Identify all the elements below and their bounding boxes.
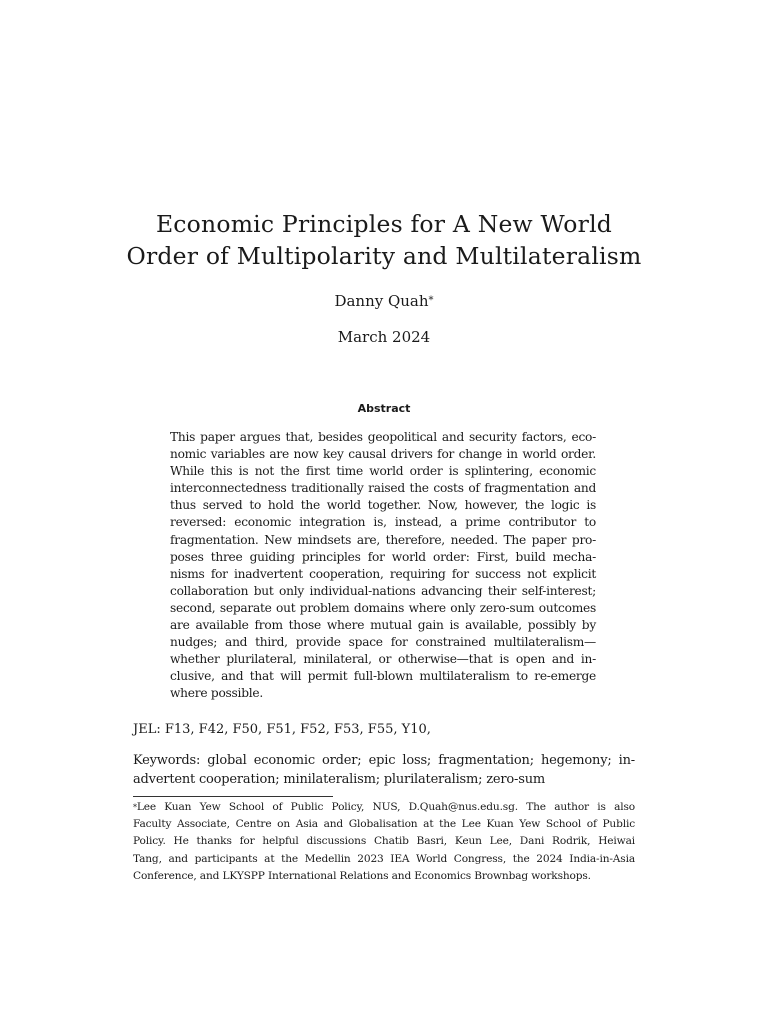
abstract-line: are available from those where mutual gain is available, possibly by [170, 618, 596, 633]
abstract-line: reversed: economic integration is, instead, a prime contributor to [170, 515, 596, 530]
abstract-line: nisms for inadvertent cooperation, requiring for success not explicit [170, 566, 596, 581]
abstract-line: whether plurilateral, minilateral, or otherwise—that is open and in- [170, 652, 596, 667]
footnote-line: Policy. He thanks for helpful discussions Chatib Basri, Keun Lee, Dani Rodrik, Heiwai [133, 835, 635, 848]
abstract-line: nomic variables are now key causal drivers for change in world order. [170, 447, 596, 462]
keywords-line: advertent cooperation; minilateralism; plurilateralism; zero-sum [133, 772, 545, 787]
author-footnote [133, 799, 635, 885]
footnote-line: Tang, and participants at the Medellin 2023 IEA World Congress, the 2024 India-in-Asia [133, 852, 635, 865]
jel-codes: JEL: F13, F42, F50, F51, F52, F53, F55, Y10, [133, 722, 431, 737]
abstract-line: While this is not the first time world order is splintering, economic [170, 464, 596, 479]
abstract-line: poses three guiding principles for world order: First, build mecha- [170, 549, 596, 564]
abstract-line: clusive, and that will permit full-blown multilateralism to re-emerge [170, 669, 596, 684]
footnote-line: Conference, and LKYSPP International Relations and Economics Brownbag workshops. [133, 869, 591, 882]
title-line: Order of Multipolarity and Multilateralism [126, 242, 642, 270]
abstract-line: nudges; and third, provide space for constrained multilateralism— [170, 635, 596, 650]
abstract-line: This paper argues that, besides geopolitical and security factors, eco- [170, 430, 596, 444]
abstract-line: where possible. [170, 686, 263, 701]
abstract-line: thus served to hold the world together. Now, however, the logic is [170, 498, 596, 513]
footnote-rule [133, 796, 333, 797]
footnote-line [133, 799, 635, 816]
footnote-mark: * [133, 803, 137, 812]
author-footnote-mark: * [428, 295, 434, 306]
abstract-line: interconnectedness traditionally raised the costs of fragmentation and [170, 481, 596, 496]
author-line [134, 291, 634, 311]
paper-title [84, 208, 684, 272]
footnote-line: Faculty Associate, Centre on Asia and Globalisation at the Lee Kuan Yew School of Public [133, 818, 635, 831]
abstract-line: fragmentation. New mindsets are, therefore, needed. The paper pro- [170, 532, 596, 547]
abstract-line: collaboration but only individual-nations advancing their self-interest; [170, 583, 596, 598]
abstract-heading: Abstract [357, 402, 411, 415]
paper-date: March 2024 [337, 328, 431, 346]
title-line: Economic Principles for A New World [155, 210, 613, 238]
abstract-body [170, 429, 596, 703]
footnote-line-text: Lee Kuan Yew School of Public Policy, NUS, D.Quah@nus.edu.sg. The author is also [136, 801, 635, 813]
abstract-line: second, separate out problem domains where only zero-sum outcomes [170, 600, 596, 615]
keywords [133, 751, 635, 789]
author-name: Danny Quah [334, 292, 429, 310]
keywords-line: Keywords: global economic order; epic loss; fragmentation; hegemony; in- [133, 753, 635, 768]
